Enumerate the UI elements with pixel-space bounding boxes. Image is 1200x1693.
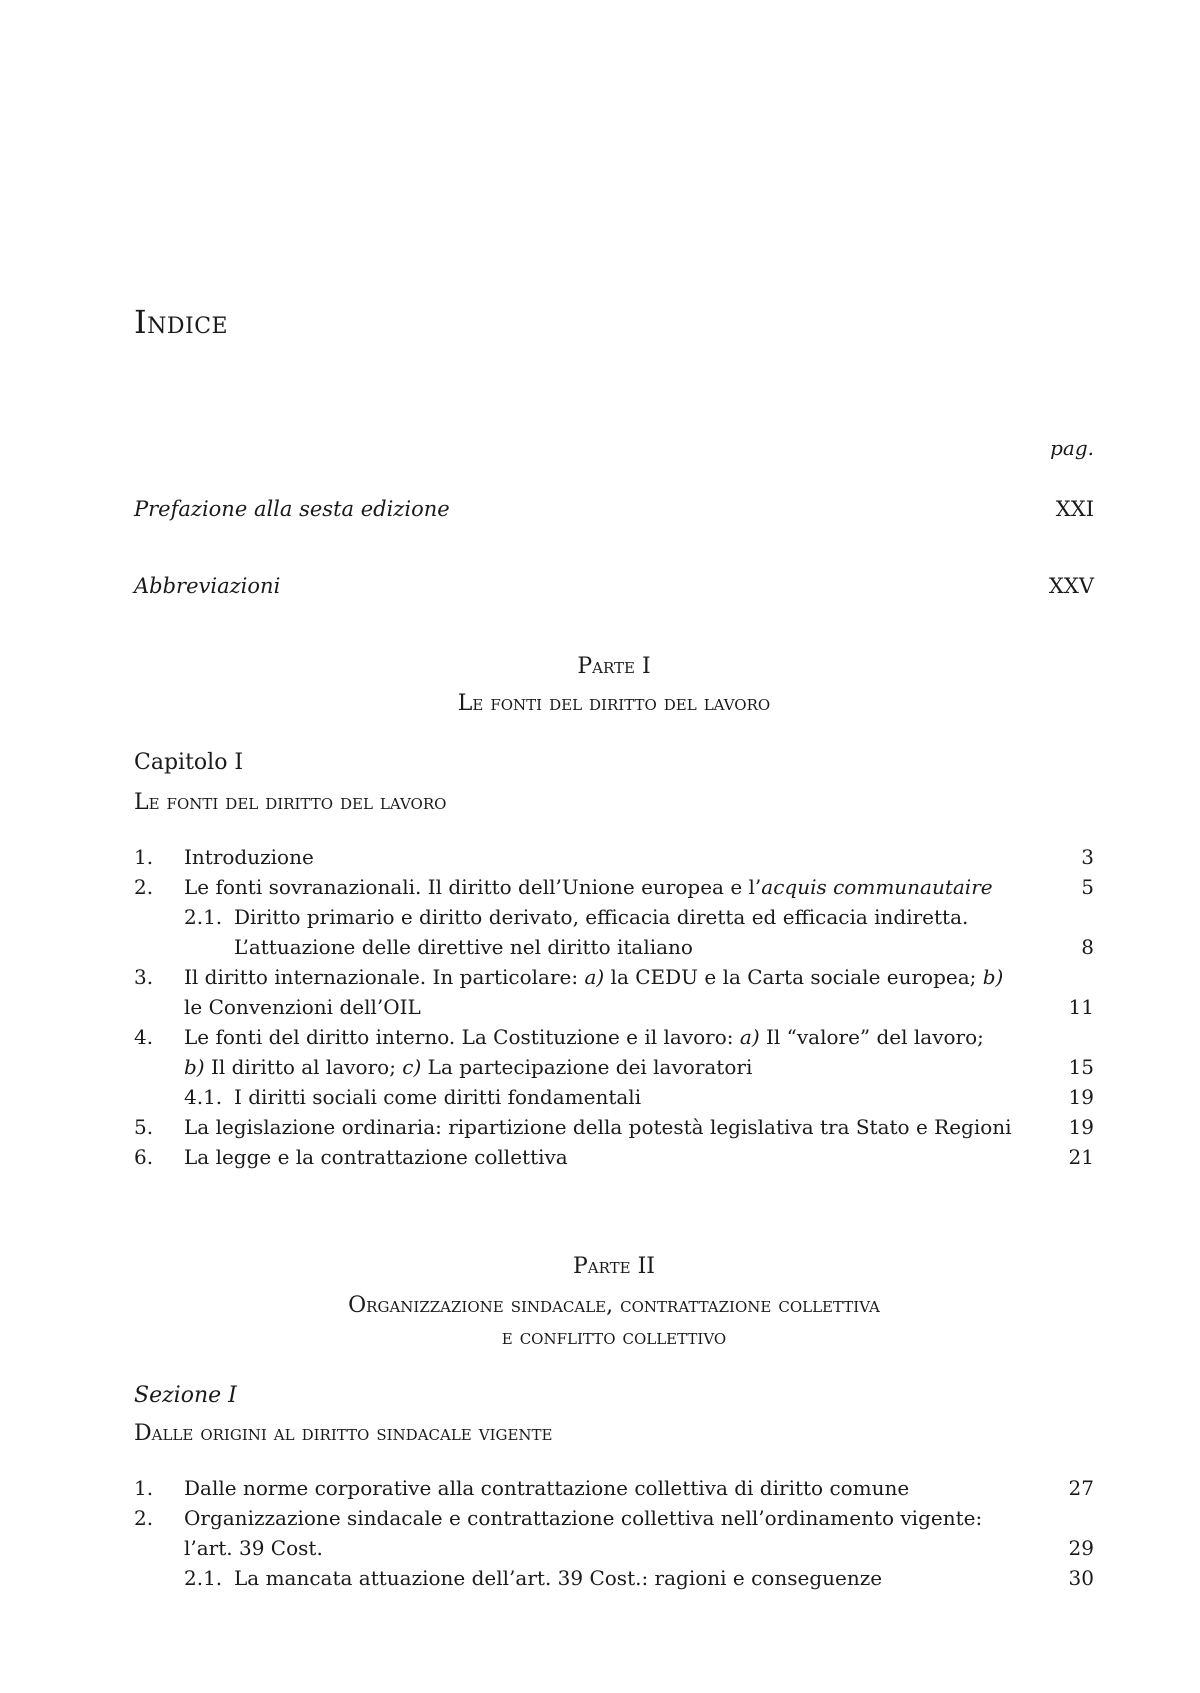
entry-number: 4.1. xyxy=(184,1085,223,1109)
entry-title-text: Le fonti del diritto interno. La Costituzione e il lavoro: xyxy=(184,1025,740,1049)
entry-page: XXV xyxy=(1048,574,1094,598)
entry-title-line: Introduzione xyxy=(184,845,314,869)
entry-page: 21 xyxy=(1068,1145,1094,1169)
entry-title-line: La mancata attuazione dell’art. 39 Cost.: ragioni e conseguenze xyxy=(234,1566,883,1590)
toc-entry[interactable] xyxy=(134,872,1094,902)
entry-title-text: Il “valore” del lavoro; xyxy=(759,1025,984,1049)
toc-entry[interactable] xyxy=(134,1473,1094,1503)
entry-page: 11 xyxy=(1068,995,1094,1019)
entry-title xyxy=(134,842,1094,872)
toc-entry[interactable] xyxy=(134,1022,1094,1082)
chapter-title: Le fonti del diritto del lavoro xyxy=(134,790,447,815)
part-title-line-1: Organizzazione sindacale, contrattazione collettiva xyxy=(348,1293,880,1318)
entry-page: 29 xyxy=(1068,1536,1094,1560)
toc-entry[interactable] xyxy=(134,962,1094,1022)
entry-number: 2. xyxy=(134,875,154,899)
toc-entry[interactable] xyxy=(134,1503,1094,1563)
entry-number: 5. xyxy=(134,1115,154,1139)
page-title: Indice xyxy=(134,303,229,341)
chapter-label: Capitolo I xyxy=(134,750,244,775)
entry-title xyxy=(134,1142,1094,1172)
entry-page: 19 xyxy=(1068,1115,1094,1139)
entry-title-text: La partecipazione dei lavoratori xyxy=(421,1055,753,1079)
toc-entry[interactable] xyxy=(134,1142,1094,1172)
toc-entry[interactable] xyxy=(134,1082,1094,1112)
entry-page: 27 xyxy=(1068,1476,1094,1500)
entry-title-text: Le fonti sovranazionali. Il diritto dell’Unione europea e l’ xyxy=(184,875,762,899)
entry-title-line: Diritto primario e diritto derivato, efficacia diretta ed efficacia indiretta. xyxy=(234,905,969,929)
toc-list-section-1 xyxy=(134,1473,1094,1593)
entry-title-text: le Convenzioni dell’OIL xyxy=(184,995,421,1019)
entry-title-line: Dalle norme corporative alla contrattazione collettiva di diritto comune xyxy=(184,1476,910,1500)
entry-title xyxy=(134,872,1094,902)
entry-number: 3. xyxy=(134,965,154,989)
part-title-line-2: e conflitto collettivo xyxy=(501,1325,727,1350)
entry-title-line: L’attuazione delle direttive nel diritto italiano xyxy=(234,935,693,959)
entry-title-text: la CEDU e la Carta sociale europea; xyxy=(604,965,983,989)
entry-title xyxy=(134,1503,1094,1563)
entry-title xyxy=(134,902,1094,962)
entry-title-text: Il diritto internazionale. In particolare: xyxy=(184,965,585,989)
entry-title-emphasis: a) xyxy=(739,1025,760,1049)
entry-label: Prefazione alla sesta edizione xyxy=(134,497,450,521)
entry-title-emphasis: a) xyxy=(584,965,605,989)
part-label: Parte II xyxy=(573,1254,655,1279)
entry-title-line: l’art. 39 Cost. xyxy=(184,1536,323,1560)
entry-number: 1. xyxy=(134,1476,154,1500)
toc-list-chapter-1 xyxy=(134,842,1094,1172)
entry-title-line: I diritti sociali come diritti fondamentali xyxy=(234,1085,642,1109)
entry-page: 3 xyxy=(1081,845,1094,869)
entry-title-line: La legge e la contrattazione collettiva xyxy=(184,1145,568,1169)
entry-title xyxy=(134,1022,1094,1082)
entry-page: 5 xyxy=(1081,875,1094,899)
toc-entry[interactable] xyxy=(134,842,1094,872)
entry-number: 2.1. xyxy=(184,1566,223,1590)
toc-entry[interactable] xyxy=(134,1563,1094,1593)
entry-title xyxy=(134,1112,1094,1142)
entry-number: 1. xyxy=(134,845,154,869)
toc-entry[interactable] xyxy=(134,1112,1094,1142)
entry-title-emphasis: acquis communautaire xyxy=(761,875,993,899)
entry-page: 19 xyxy=(1068,1085,1094,1109)
page-column-label: pag. xyxy=(1050,436,1094,460)
entry-title-emphasis: c) xyxy=(402,1055,422,1079)
entry-title-line: Organizzazione sindacale e contrattazione collettiva nell’ordinamento vigente: xyxy=(184,1506,983,1530)
toc-entry[interactable] xyxy=(134,902,1094,962)
entry-number: 2.1. xyxy=(184,905,223,929)
entry-title-emphasis: b) xyxy=(982,965,1004,989)
part-label: Parte I xyxy=(577,654,651,679)
entry-number: 2. xyxy=(134,1506,154,1530)
entry-page: 15 xyxy=(1068,1055,1094,1079)
entry-title xyxy=(134,962,1094,1022)
entry-number: 4. xyxy=(134,1025,154,1049)
entry-number: 6. xyxy=(134,1145,154,1169)
entry-page: XXI xyxy=(1055,497,1094,521)
entry-title-line: La legislazione ordinaria: ripartizione della potestà legislativa tra Stato e Regioni xyxy=(184,1115,1012,1139)
entry-title xyxy=(134,1082,1094,1112)
entry-page: 8 xyxy=(1081,935,1094,959)
entry-label: Abbreviazioni xyxy=(134,574,281,598)
entry-title-emphasis: b) xyxy=(184,1055,205,1079)
entry-title-text: Il diritto al lavoro; xyxy=(204,1055,403,1079)
entry-title xyxy=(134,1563,1094,1593)
entry-title xyxy=(134,1473,1094,1503)
section-label: Sezione I xyxy=(134,1383,237,1408)
entry-page: 30 xyxy=(1068,1566,1094,1590)
section-title: Dalle origini al diritto sindacale vigente xyxy=(134,1421,553,1446)
part-title: Le fonti del diritto del lavoro xyxy=(457,691,771,716)
